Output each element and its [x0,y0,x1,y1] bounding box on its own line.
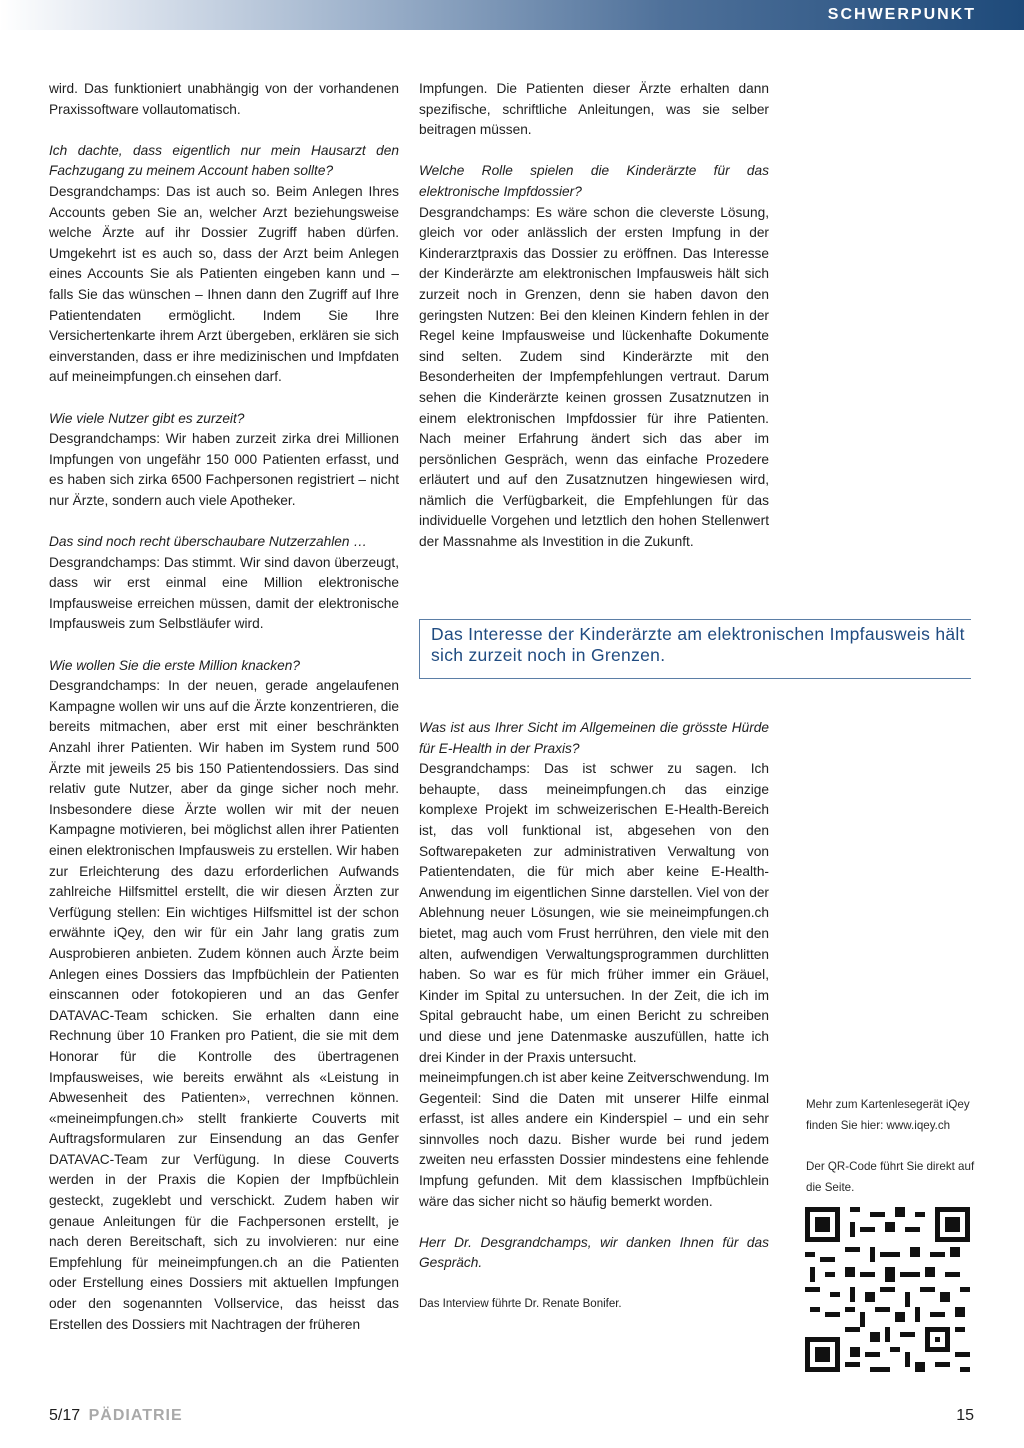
pull-quote: Das Interesse der Kinderärzte am elektronischen Impfausweis hält sich zurzeit noch in Grenzen. [419,619,971,679]
section-label: SCHWERPUNKT [827,6,976,23]
speaker-label: Desgrandchamps: [49,183,161,199]
speaker-label: Desgrandchamps: [49,431,161,447]
issue-number: 5/17 [49,1407,81,1424]
answer-text: Das stimmt. Wir sind davon überzeugt, dass wir erst einmal eine Million elektronische Impfausweise erreichen müssen, damit der elektronische Impfausweis zum Selbstläufer wird. [49,554,399,632]
interview-credit: Das Interview führte Dr. Renate Bonifer. [419,1298,622,1311]
question: Wie viele Nutzer gibt es zurzeit? [49,410,245,426]
question: Welche Rolle spielen die Kinderärzte für das elektronische Impfdossier? [419,163,769,199]
answer [49,553,399,635]
sidebar-note-text: Der QR-Code führt Sie direkt auf die Seite. [806,1160,975,1194]
answer [49,429,399,511]
answer [49,182,399,388]
speaker-label: Desgrandchamps: [49,554,161,570]
speaker-label: Desgrandchamps: [49,678,161,694]
middle-column [419,79,769,553]
qr-code[interactable] [805,1207,970,1372]
left-column [49,79,399,1335]
page-number: 15 [956,1407,974,1424]
answer-text: In der neuen, gerade angelaufenen Kampagne wollen wir uns auf die Ärzte konzentrieren, die bereits mitmachen, aber erst mit einer beschränkten Anzahl ihrer Patienten. Wir haben im System rund 500 Ärzte mit jeweils 25 bis 150 Patientendossiers. Das sind relativ gute Nutzer, aber da ginge sicher noch mehr. Insbesondere diese Ärzte wollen wir mit der neuen Kampagne motivieren, bei möglichst allen ihrer Patienten einen elektronischen Impfausweis zu erstellen. Wir haben zur Erleichterung des dazu erforderlichen Aufwands zahlreiche Hilfsmittel erstellt, die wir diesen Ärzten zur Verfügung stellen: Ein wichtiges Hilfsmittel ist der schon erwähnte iQey, den wir für ein Jahr lang gratis zum Ausprobieren anbieten. Zudem können auch Ärzte beim Anlegen eines Dossiers das Impfbüchlein der Patienten einscannen oder fotokopieren und an das Genfer DATAVAC-Team schicken. Sie erhalten dann eine Rechnung über 10 Franken pro Patient, die sie mit dem Honorar für die Kontrolle des übertragenen Impfausweises, wie bereits erwähnt als «Leistung in Abwesenheit des Patienten», verrechnen können. «meineimpfungen.ch» stellt frankierte Couverts mit Auftragsformularen zur Einsendung an das Genfer DATAVAC-Team zur Verfügung. In diese Couverts werden in der Praxis die Kopien der Impfbüchlein gesteckt, zugeklebt und verschickt. Zudem haben wir genaue Anleitungen für die Fachpersonen erstellt, je nach deren Bereitschaft, sich zu involvieren: nur eine Empfehlung für meineimpfungen.ch an die Patienten oder Erstellung eines Dossiers mit aktuellen Impfungen oder den sogenannten Vollservice, das heisst das Erstellen des Dossiers mit Nachtragen der früheren [49,678,399,1332]
answer [49,676,399,1335]
paragraph: wird. Das funktioniert unabhängig von der vorhandenen Praxissoftware vollautomatisch. [49,81,399,117]
middle-column-lower [419,718,769,1315]
answer-text: Das ist schwer zu sagen. Ich behaupte, dass meineimpfungen.ch das einzige komplexe Projekt im schweizerischen E-Health-Bereich ist, das voll funktional ist, abgesehen von den Softwarepaketen zur administrativen Verwaltung von Patientendaten, die für mich aber keine E-Health-Anwendung im eigentlichen Sinne darstellen. Viel von der Ablehnung neuer Lösungen, wie sie meineimpfungen.ch bietet, mag auch vom Frust herrühren, den viele mit den alten, aufwendigen Verwaltungsprogrammen durchlitten haben. So war es für mich früher immer ein Gräuel, Kinder im Spital zu untersuchen. In der Zeit, die ich im Spital gebraucht habe, um einen Bericht zu schreiben und diese und jene Datenmaske auszufüllen, hatte ich drei Kinder in der Praxis untersucht. [419,761,769,1065]
answer-text: Es wäre schon die cleverste Lösung, gleich vor oder anlässlich der ersten Impfung in der Kinderarztpraxis das Dossier zu eröffnen. Das Interesse der Kinderärzte am elektronischen Impfausweis hält sich zurzeit noch in Grenzen, denn sie haben davon den geringsten Nutzen: Bei den kleinen Kindern fehlen in der Regel keine Impfausweise und lückenhafte Dokumente sind selten. Zudem sind Kinderärzte mit den Besonderheiten der Impfempfehlungen vertraut. Darum sehen die Kinderärzte keinen grossen Zusatznutzen in einem elektronischen Impfdossier für ihre Patienten. Nach meiner Erfahrung ändert sich das aber im persönlichen Gespräch, wenn das einfache Prozedere erläutert und auf den Zusatznutzen hingewiesen wird, nämlich die Verfügbarkeit, die Empfehlungen für das individuelle Vorgehen und letztlich den hohen Stellenwert der Massnahme als Investition in die Zukunft. [419,204,769,550]
answer-text: Das ist auch so. Beim Anlegen Ihres Accounts geben Sie an, welcher Arzt beziehungsweise welche Ärzte auf ihr Dossier Zugriff haben dürfen. Umgekehrt ist es auch so, dass der Arzt beim Anlegen eines Accounts Sie als Patienten eingeben kann und – falls Sie das wünschen – Ihnen dann den Zugriff auf Ihre Patientendaten ermöglicht. Indem Sie Ihre Versichertenkarte ihrem Arzt übergeben, erklären sie sich einverstanden, dass er ihre medizinischen und Impfdaten auf meineimpfungen.ch einsehen darf. [49,183,399,385]
answer [419,759,769,1068]
question: Wie wollen Sie die erste Million knacken? [49,657,300,673]
answer-text: Wir haben zurzeit zirka drei Millionen Impfungen von ungefähr 150 000 Patienten erfasst, und es haben sich zirka 6500 Fachpersonen registriert – nicht nur Ärzte, sondern auch viele Apotheker. [49,431,399,508]
speaker-label: Desgrandchamps: [419,761,531,777]
paragraph: Impfungen. Die Patienten dieser Ärzte erhalten dann spezifische, schriftliche Anleitungen, was sie selber beitragen müssen. [419,81,769,138]
footer-issue [49,1407,183,1425]
sidebar-note-iqey [806,1094,976,1136]
closing-question: Herr Dr. Desgrandchamps, wir danken Ihnen für das Gespräch. [419,1234,769,1271]
question: Was ist aus Ihrer Sicht im Allgemeinen die grösste Hürde für E-Health in der Praxis? [419,720,769,756]
answer [419,203,769,553]
question: Das sind noch recht überschaubare Nutzerzahlen … [49,534,368,550]
sidebar-note-text: Mehr zum Kartenlesegerät iQey finden Sie hier: www.iqey.ch [806,1098,970,1132]
sidebar-note-qr [806,1156,976,1198]
paragraph: meineimpfungen.ch ist aber keine Zeitverschwendung. Im Gegenteil: Sind die Daten mit unserer Hilfe einmal erfasst, ist alles andere ein Kinderspiel – und ein sehr sinnvolles noch dazu. Bisher wurde bei rund jedem zweiten neu erfassten Dossier mindestens eine fehlende Impfung gefunden. Mit dem klassischen Impfbüchlein wäre das sicher nicht so häufig bemerkt worden. [419,1070,769,1209]
question: Ich dachte, dass eigentlich nur mein Hausarzt den Fachzugang zu meinem Account haben sollte? [49,142,399,179]
speaker-label: Desgrandchamps: [419,204,531,220]
magazine-name: PÄDIATRIE [88,1407,183,1424]
